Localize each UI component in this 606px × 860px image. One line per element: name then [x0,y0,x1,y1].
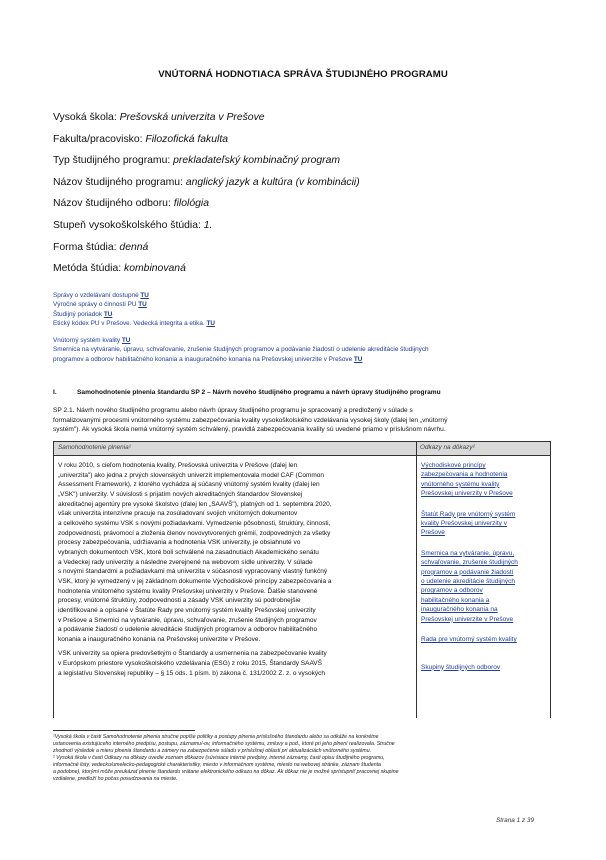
text-line: „VSK") univerzity. V súvislosti s prijatím nových akreditačných štandardov Slovenskej [58,490,303,498]
text-line: identifikované a opísané v Štatúte Rady pre vnútorný systém kvality Prešovskej univerzity [58,606,316,614]
link-text: Študijný poriadok [53,310,104,318]
tu-link[interactable]: TU [140,292,149,299]
section-heading-text: Samohodnotenie plnenia štandardu SP 2 – Návrh nového študijného programu a návrh úpravy študijného programu [77,389,441,396]
evidence-link-statute[interactable] [421,510,549,538]
link-line: habilitačného konania a [421,596,490,604]
text-line: hodnotenia vnútorného systému kvality Prešovskej univerzity v Prešove. Ďalšie stanovené [58,587,318,595]
link-line-annual-reports [53,300,553,309]
meta-value: anglický jazyk a kultúra (v kombinácii) [185,176,360,188]
text-line: V roku 2010, s cieľom hodnotenia kvality, Prešovská univerzita v Prešove (ďalej len [58,462,298,469]
link-text: Správy o vzdelávaní dostupné [53,292,141,299]
link-line-directive: Smernica na vytváranie, úpravu, schvaľovanie, zrušenie študijných programov a podávanie žiadostí o udelenie akreditácie študijných [53,346,429,354]
link-line: Prešove [421,529,445,537]
footnote-line: ¹Vysoká škola v časti Samohodnotenie plnenia stručne popíše politiky a postupy plnenia príslušného štandardu alebo sa odkáže na konkrétne [53,734,379,740]
footnote-line: ustanovenia existujúceho interného predpisu, postupu, záznamu/-ov, informačného systému, zmluvy a pod., ktoré pri jeho plnení realizovala. Stručne [53,741,395,747]
link-line: kvality Prešovskej univerzity v [421,520,507,528]
table-header-left: Samohodnotenie plnenia¹ [58,444,131,451]
page-number: Strana 1 z 39 [496,817,535,824]
evidence-link-principles[interactable] [421,461,549,499]
footnotes [53,734,553,783]
link-line: programov a odborov [421,587,483,595]
text-line: a legislatívu Slovenskej republiky – § 15 ods. 1 písm. b) zákona č. 131/2002 Z. z. o vysokých [58,669,326,677]
text-line: a podávanie žiadostí o udelenie akreditácie študijných programov a odborov habilitačného [58,626,318,634]
meta-label: Názov študijného programu: [53,176,186,188]
link-text: Etický kódex PU v Prešove. Vedecká integrita a etika. [53,319,207,327]
text-line: zodpovednosti, právomocí a zloženia členov novovytvorených grémií, zodpovedných za všetky [58,529,331,537]
link-line: o udelenie akreditácie študijných [421,578,515,586]
footnote-separator [53,730,195,731]
meta-row-program-type [53,154,553,176]
section-heading [53,389,553,396]
evidence-link-directive[interactable] [421,549,549,624]
meta-row-method [53,262,553,284]
meta-label: Fakulta/pracovisko: [53,133,146,145]
meta-row-faculty [53,133,553,155]
text-line: formalizovanými procesmi vnútorného systému zabezpečovania kvality vysokoškolského vzdelávania vysokej školy (ďalej len „vnútorný [53,416,448,424]
text-line: a Vedeckej rady univerzity a následne zverejnené na webovom sídle univerzity. V súlade [58,558,313,566]
link-line: inauguračného konania na [421,606,498,614]
text-line: VSK, ktorý je vymedzený v jej základnom dokumente Východiskové princípy zabezpečovania a [58,577,332,585]
tu-link[interactable]: TU [353,355,363,363]
meta-value: denná [119,241,149,253]
link-line: Rada pre vnútorný systém kvality [421,636,517,644]
meta-label: Vysoká škola: [53,112,120,123]
text-line: v Európskom priestore vysokoškolského vzdelávania (ESG) z roku 2015, Štandardy SAAVŠ [58,660,322,668]
link-line-ethics-code [53,319,553,328]
text-line: vybraných dokumentoch VSK, ktoré boli schválené na zasadnutiach Akademického senátu [58,548,319,556]
link-text: Vnútorný systém kvality [53,337,122,345]
tu-link[interactable]: TU [121,337,131,345]
column-divider [416,442,417,718]
self-assessment-table [53,441,551,718]
program-metadata [53,111,553,284]
quality-system-links [53,336,553,364]
footnote-line: ² Vysoká škola v časti Odkazy na dôkazy uvedie zoznam dôkazov (súvisiace interné predpisy, interné záznamy, časti opisu študijného programu, [53,755,385,761]
text-line: SP 2.1. Návrh nového študijného programu alebo návrh úpravy študijného programu je spracovaný a predložený v súlade s [53,407,413,414]
link-text: Výročné správy o činnosti PU [53,301,139,309]
link-line: Prešovskej univerzity v Prešove [421,490,513,498]
evidence-link-council[interactable] [421,635,549,644]
text-line: VSK univerzity sa opiera predovšetkým o Štandardy a usmernenia na zabezpečovanie kvality [58,650,327,658]
link-line: programov a podávanie žiadostí [421,568,514,576]
meta-value: filológia [173,198,209,210]
meta-value: 1. [203,219,213,231]
meta-row-university [53,111,553,133]
meta-row-field [53,197,553,219]
link-line: Smernica na vytváranie, úpravu, [421,549,515,557]
table-header [54,442,550,456]
meta-row-degree [53,219,553,241]
text-line: akreditačnej agentúry pre vysoké školstvo (ďalej len „SAAVŠ"), platných od 1. septembra 2020, [58,500,332,508]
tu-link[interactable]: TU [103,310,113,318]
meta-value: Prešovská univerzita v Prešove [119,112,265,123]
text-line: však univerzita intenzívne pracuje na zosúladovaní svojich vnútorných dokumentov [58,510,298,518]
link-line-quality-system [53,336,553,345]
tu-link[interactable]: TU [206,319,215,327]
text-line: a celkového systému VSK s novými požiadavkami. Vymedzenie pôsobnosti, štruktúry, činnosti, [58,519,331,527]
link-line: Prešovskej univerzite v Prešove [421,615,514,623]
footnote-line: informačné listy, vedecko/umelecko-pedagogické charakteristiky, miesto v informačnom systéme, miesto na webovej stránke, záznam študenta [53,762,381,768]
meta-label: Názov študijného odboru: [53,198,174,210]
link-line: schvaľovanie, zrušenie študijných [421,559,518,567]
link-line-education-reports [53,291,553,300]
meta-row-form [53,241,553,263]
text-line: systém"). Ak vysoká škola nemá vnútorný systém schválený, pravidlá zabezpečovania kvality sú uvedené priamo v príslušnom návrhu. [53,426,446,434]
page-title: VNÚTORNÁ HODNOTIACA SPRÁVA ŠTUDIJNÉHO PROGRAMU [158,69,448,80]
meta-label: Typ študijného programu: [53,155,174,167]
text-line: Assessment Framework), z ktorého vychádza aj súčasný vnútorný systém kvality (ďalej len [58,481,320,489]
footnote-line: a podobne), ktorými môže preukázať plnenie štandardu vrátane elektronického odkazu na dôkaz. Ak dôkaz nie je možné sprístupniť pracovnej skupine [53,769,399,775]
evidence-links [421,461,549,672]
meta-value: Filozofická fakulta [145,133,228,145]
evidence-link-field-groups[interactable] [421,663,549,672]
meta-label: Forma štúdia: [53,241,120,253]
link-line: vnútorného systému kvality [421,480,500,488]
text-line: procesy zabezpečovania, udržiavania a hodnotenia VSK univerzity, je obsiahnuté vo [58,539,301,547]
meta-value: prekladateľský kombinačný program [173,155,341,167]
link-line: Štatút Rady pre vnútorný systém [421,510,516,518]
table-header-right: Odkazy na dôkazy² [420,444,475,451]
self-assessment-text [58,461,412,678]
link-text: programov a odborov habilitačného konania a inauguračného konania na Prešovskej univerzite v Prešove [53,355,354,363]
link-line-study-rules [53,310,553,319]
text-line: procesy, vnútorné štruktúry, zodpovednosti a zásady VSK univerzity sú podrobnejšie [58,597,301,605]
text-line: konania a inauguračného konania na Prešovskej univerzite v Prešove. [58,635,261,643]
footnote-line: vzdialene, predloží ho počas posudzovania na mieste. [53,776,178,782]
text-line: v Prešove a Smernici na vytváranie, úpravu, schvaľovanie, zrušenie študijných programov [58,616,317,624]
link-line-directive-cont [53,355,553,364]
reference-links [53,291,553,364]
meta-row-program-name [53,176,553,198]
text-line: „univerzita") ako jedna z prvých slovenských univerzít implementovala model CAF (Common [58,471,325,479]
text-line: s novými štandardmi a požiadavkami má univerzita v súčasnosti vypracovaný vlastný funkčný [58,568,328,576]
link-line: zabezpečovania a hodnotenia [421,471,508,479]
meta-value: kombinovaná [124,263,186,275]
link-line: Východiskové princípy [421,462,486,469]
meta-label: Stupeň vysokoškolského štúdia: [53,219,204,231]
meta-label: Metóda štúdia: [53,263,125,275]
tu-link[interactable]: TU [138,301,147,309]
standard-paragraph [53,406,553,435]
footnote-line: zhodnotí výsledok a mieru plnenia štandardu a zámery na zabezpečenie súladu v príslušnej oblasti pri aktualizáciách vnútorného systému. [53,748,372,754]
link-line: Skupiny študijných odborov [421,663,501,671]
section-number: I. [53,389,57,396]
